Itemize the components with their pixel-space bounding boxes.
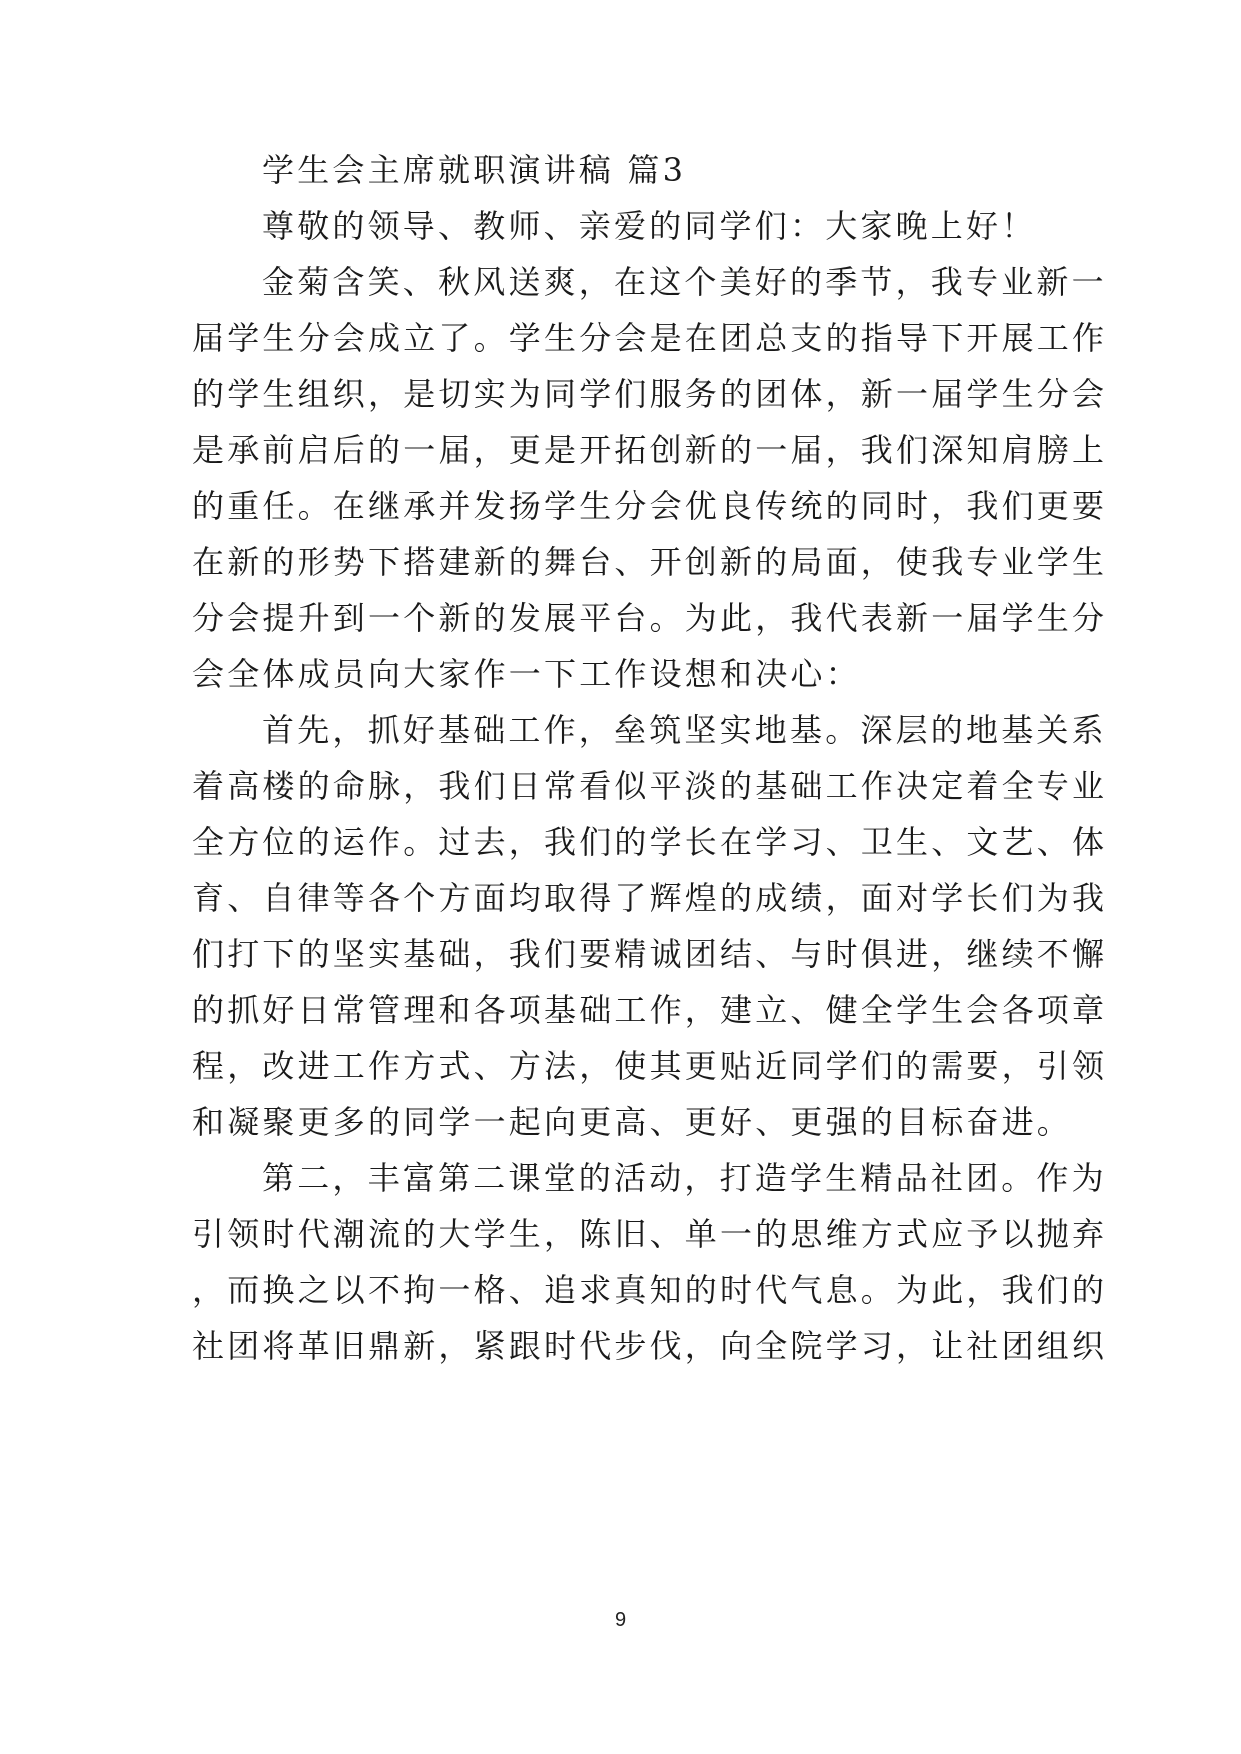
paragraph-3-line-3: ，而换之以不拘一格、追求真知的时代气息。为此，我们的 <box>192 1271 1108 1309</box>
paragraph-2-line-8: 和凝聚更多的同学一起向更高、更好、更强的目标奋进。 <box>192 1103 1073 1141</box>
paragraph-3-line-4: 社团将革旧鼎新，紧跟时代步伐，向全院学习，让社团组织 <box>192 1327 1108 1365</box>
paragraph-2-line-7: 程，改进工作方式、方法，使其更贴近同学们的需要，引领 <box>192 1047 1108 1085</box>
paragraph-1-line-8: 会全体成员向大家作一下工作设想和决心： <box>192 655 861 693</box>
paragraph-2-line-6: 的抓好日常管理和各项基础工作，建立、健全学生会各项章 <box>192 991 1108 1029</box>
paragraph-3-line-1: 第二，丰富第二课堂的活动，打造学生精品社团。作为 <box>262 1159 1107 1197</box>
paragraph-2-line-5: 们打下的坚实基础，我们要精诚团结、与时俱进，继续不懈 <box>192 935 1108 973</box>
paragraph-1-line-2: 届学生分会成立了。学生分会是在团总支的指导下开展工作 <box>192 319 1108 357</box>
paragraph-1-line-6: 在新的形势下搭建新的舞台、开创新的局面，使我专业学生 <box>192 543 1108 581</box>
paragraph-2-line-2: 着高楼的命脉，我们日常看似平淡的基础工作决定着全专业 <box>192 767 1108 805</box>
paragraph-1-line-4: 是承前启后的一届，更是开拓创新的一届，我们深知肩膀上 <box>192 431 1108 469</box>
paragraph-1-line-1: 金菊含笑、秋风送爽，在这个美好的季节，我专业新一 <box>262 263 1107 301</box>
paragraph-1-line-7: 分会提升到一个新的发展平台。为此，我代表新一届学生分 <box>192 599 1108 637</box>
paragraph-1-line-3: 的学生组织，是切实为同学们服务的团体，新一届学生分会 <box>192 375 1108 413</box>
greeting-line: 尊敬的领导、教师、亲爱的同学们：大家晚上好！ <box>262 207 1037 245</box>
paragraph-2-line-3: 全方位的运作。过去，我们的学长在学习、卫生、文艺、体 <box>192 823 1108 861</box>
page-number: 9 <box>614 1609 627 1631</box>
paragraph-3-line-2: 引领时代潮流的大学生，陈旧、单一的思维方式应予以抛弃 <box>192 1215 1108 1253</box>
paragraph-1-line-5: 的重任。在继承并发扬学生分会优良传统的同时，我们更要 <box>192 487 1108 525</box>
document-heading: 学生会主席就职演讲稿 篇3 <box>262 151 687 189</box>
paragraph-2-line-1: 首先，抓好基础工作，垒筑坚实地基。深层的地基关系 <box>262 711 1107 749</box>
paragraph-2-line-4: 育、自律等各个方面均取得了辉煌的成绩，面对学长们为我 <box>192 879 1108 917</box>
